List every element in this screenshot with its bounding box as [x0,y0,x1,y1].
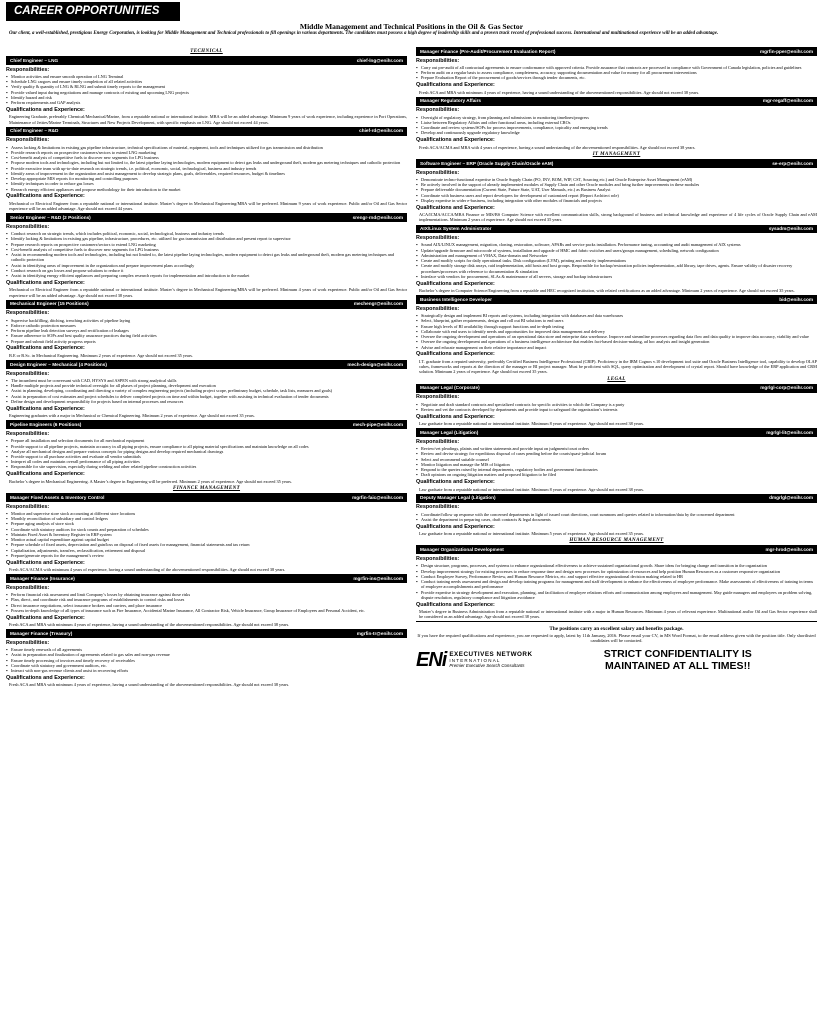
job-title: Mechanical Engineer (15 Positions) [10,301,89,307]
qualifications-text: Fresh ACA and MBA with minimum 4 years of experience, having a sound understanding of the abovementioned responsibilities. Age should not exceed 38 years. [9,622,290,628]
responsibility-item: ▪ Oversight of regulatory strategy, from planning and submissions to monitoring timelines/progress [416,115,817,120]
responsibilities-label: Responsibilities: [416,305,460,312]
responsibilities-label: Responsibilities: [6,503,50,510]
job-email[interactable]: mgrfin-pper@enihr.com [759,48,813,54]
qualifications-label: Qualifications and Experience: [416,137,495,144]
responsibility-item: ▪ Negotiate and draft standard contracts and specialized contracts for specific activities to which the Company is a party [416,402,817,407]
job-title-bar [6,574,407,583]
section-heading: TECHNICAL [190,49,223,54]
responsibility-item: ▪ Review and devise strategy for expeditious disposal of cases pending before the courts/quasi-judicial forum [416,451,817,456]
job-listing [6,360,407,418]
responsibility-item: ▪ Provide research reports on prospective customers/sectors to extend LNG marketing [6,150,407,155]
job-title-bar [416,428,817,437]
responsibility-item: ▪ Propose modern tools and technologies, including but not limited to, the latest pipeline laying technologies, modern equipment to detect gas leaks and underground theft, modern gas metering techniques and cathodic protection [6,160,407,165]
qualifications-text: I.T. graduate from a reputed university, preferably Certified Business Intelligence Professional (CBIP). Proficiency in the IBM Cognos v.10 development tool suite and Oracle Business Intelligence tool, capability to develop OLAP cubes, frameworks and reports at the direction of the manager or BI project manager. Must be proficient with SQL, query optimization and development of crystal report. Should have knowledge of the ERP application and CRM solution. Minimum 2 years of experience. Age should not exceed 35 years. [419,358,817,375]
responsibility-item: ▪ Develop improvement strategy for existing processes to reduce response time and design new processes for optimization of resources and help position Human Resources as a customer responsive organization [416,569,817,574]
qualifications-text: Bachelor’s degree in Computer Science/Engineering from a reputable and HEC recognized institution, with related certifications as an added advantage. Minimum 2 years of experience. Age should not exceed 35 years. [419,288,795,294]
responsibility-item: ▪ Oversee the ongoing development and operations of a business intelligence architecture that enables fact-based decision-making, ad hoc analysis and insight generation [416,339,817,344]
responsibility-item: ▪ Interface with vendors for procurement, SLAs & maintenance of all servers, storage and backup infrastructures [416,274,817,279]
job-listing [416,428,817,492]
responsibility-item: ▪ Direct insurance negotiations, select insurance brokers and carriers, and place insurance [6,603,407,608]
responsibility-item: ▪ Assist the department in preparing cases, draft contracts & legal documents [416,517,817,522]
responsibility-item: ▪ Provide support to all pipeline projects, maintain accuracy in all piping projects, ensure compliance to all piping material specifications and maintain knowledge on all codes [6,444,407,449]
responsibility-item: ▪ Verify quality & quantity of LNG & RLNG and submit timely reports to the management [6,84,407,89]
responsibility-item: ▪ Ensure timely processing of invoices and timely recovery of receivables [6,658,407,663]
eni-logo [416,650,533,670]
responsibilities-label: Responsibilities: [416,438,460,445]
responsibility-item: ▪ Identify hazard and risk [6,95,407,100]
job-title: Business Intelligence Developer [420,296,492,302]
section-heading: IT MANAGEMENT [592,151,641,157]
responsibilities-list [6,74,407,105]
responsibility-item: ▪ Monitor actual capital expenditure against capital budget [6,537,407,542]
responsibility-item: ▪ Schedule LNG cargoes and ensure timely completion of all related activities [6,79,407,84]
job-title: Manager Legal (Litigation) [420,429,479,435]
responsibility-item: ▪ Develop appropriate MIS reports for monitoring and controlling purposes [6,176,407,181]
responsibility-item: ▪ Coordinate with statutory and government auditors, etc. [6,663,407,668]
job-email[interactable]: mgrfin-ins@enihr.com [353,575,403,581]
right-column [416,47,817,690]
responsibilities-label: Responsibilities: [6,430,50,437]
responsibility-item: ▪ Perform requirements and GAP analysis [6,100,407,105]
job-title: Manager Regulatory Affairs [420,98,482,104]
responsibility-item: ▪ Administration and management of VMAX, Data-domain and Networker [416,253,817,258]
job-title: Design Engineer – Mechanical (4 Positions) [10,361,107,367]
career-opportunities-banner: CAREER OPPORTUNITIES [6,2,180,21]
columns [6,47,817,690]
responsibility-item: ▪ Interpret all codes and maintain overall performance of all piping activities [6,459,407,464]
responsibility-item: ▪ Develop and continuously upgrade regulatory knowledge [416,130,817,135]
job-email[interactable]: sysadm@enihr.com [768,226,813,232]
job-title-bar [6,213,407,222]
responsibility-item: ▪ Prepare/generate reports for the management’s review [6,553,407,558]
job-title-bar [6,56,407,65]
job-title-bar [6,127,407,136]
qualifications-text: Fresh ACA and MBA with minimum 4 years of experience, having a sound understanding of the abovementioned responsibilities. Age should not exceed 38 years. [419,89,700,95]
responsibilities-label: Responsibilities: [416,394,460,401]
responsibility-item: ▪ Advise and educate management on their relative importance and impact [416,345,817,350]
job-listing [6,300,407,358]
responsibility-item: ▪ Assist in preparation of cost estimates and project schedules to deliver completed projects on time and within budget, together with assisting in technical evaluation of tender documents [6,394,407,399]
responsibility-item: ▪ Research energy efficient appliances and propose methodology for their introduction to the market [6,187,407,192]
responsibilities-list [6,438,407,469]
responsibility-item: ▪ Prepare Evaluation Report of the procurement of goods/services through tender documents, etc. [416,75,817,80]
job-title-bar [6,300,407,309]
responsibility-item: ▪ Prepare deliverable documentation (Current State, Future State, UAT, User Manuals, etc.) as Business Analyst [416,187,817,192]
responsibilities-list [416,402,817,412]
responsibility-item: ▪ Ensure adherence to SOPs and best quality assurance practices during field activities [6,333,407,338]
responsibility-item: ▪ Assist in planning, developing, coordinating and directing a variety of complex engineering projects (including project scope, preliminary budget, schedule, task lists, measures and goals) [6,388,407,393]
qualifications-text: Fresh ACA and MBA with minimum 4 years of experience, having a sound understanding of the abovementioned responsibilities. Age should not exceed 38 years. [9,682,290,688]
responsibilities-list [6,592,407,613]
responsibility-item: ▪ Collaborate with end users to identify needs and opportunities for improved data management and delivery [416,329,817,334]
responsibility-item: ▪ The incumbent must be conversant with CAD, HYSYS and ASPEN with strong analytical skills [6,378,407,383]
responsibility-item: ▪ Select and recommend suitable counsel [416,457,817,462]
job-title: Chief Engineer – LNG [10,57,59,63]
job-email[interactable]: mgr-hrod@enihr.com [765,547,813,553]
section-heading: LEGAL [607,376,626,382]
eni-logo-mark: ENi [416,649,447,672]
responsibility-item: ▪ Prepare research reports on prospective customers/sectors to extend LNG marketing [6,242,407,247]
responsibility-item: ▪ Conduct Employee Survey, Performance Review, and Human Resource Metrics, etc. and support effective organizational decision making related to HR [416,574,817,579]
responsibility-item: ▪ Perform financial risk assessment and limit Company’s losses by obtaining insurance against those risks [6,592,407,597]
qualifications-label: Qualifications and Experience: [416,204,495,211]
qualifications-label: Qualifications and Experience: [6,405,85,412]
responsibility-item: ▪ Display expertise in wider e-business, including integration with other modules of financials and projects [416,198,817,203]
job-title: Manager Organizational Development [420,547,504,553]
responsibility-item: ▪ Assist in recommending modern tools and technologies, including but not limited to, the latest pipeline laying technologies, modern equipment to detect gas leaks and underground theft, modern gas metering techniques and cathodic protection [6,252,407,262]
qualifications-text: Bachelor’s degree in Mechanical Engineering. A Master’s degree in Engineering will be preferred. Minimum 2 years of experience. Age should not exceed 35 years. [9,478,292,484]
responsibility-item: ▪ Possess in-depth knowledge of all types of insurance such as Fire Insurance, Accidental Marine Insurance, All Contractor Risk, Vehicle Insurance, Group Insurance of Employees and Personal Accident, etc. [6,608,407,613]
qualifications-text: Mechanical or Electrical Engineer from a reputable national or international institute. Master’s degree in Mechanical Engineering/MBA will be preferred. Minimum 9 years of work experience. Public and/or Oil and Gas Sector experience will be an added advantage. Age should not exceed 44 years. [9,200,407,212]
responsibility-item: ▪ Maintain Fixed Asset & Inventory Register in ERP system [6,532,407,537]
ad-headline: Middle Management and Technical Positions in the Oil & Gas Sector [299,22,524,32]
job-listing [6,56,407,125]
job-listing [6,420,407,484]
responsibilities-list [6,145,407,192]
responsibility-item: ▪ Coordinate and review systems/SOPs for process improvements, compliance, topicality and emerging trends [416,125,817,130]
job-title: Manager Finance (Treasury) [10,630,73,636]
job-title: Manager Finance (Pre-Audit/Procurement Evaluation Report) [420,48,556,54]
job-title: Pipeline Engineers (6 Positions) [10,421,82,427]
job-email[interactable]: se-erp@enihr.com [772,160,813,166]
responsibility-item: ▪ Be actively involved in the support of already implemented modules of Supply Chain and other Oracle modules and bring further improvements in these modules [416,182,817,187]
eni-logo-text [449,652,532,668]
responsibilities-label: Responsibilities: [416,235,460,242]
job-title: Manager Finance (Insurance) [10,575,75,581]
benefits-line: The positions carry an excellent salary and benefits package. [549,626,684,633]
qualifications-label: Qualifications and Experience: [6,279,85,286]
job-listing [416,295,817,374]
responsibility-item: ▪ Identify lacking & limitations in existing gas pipeline, infrastructure, procedures, etc. utilized for gas transmission and distribution and present report to supervisor [6,236,407,241]
responsibility-item: ▪ Perform audit on a regular basis to assess compliance, completeness, accuracy, supporting documentation and value for money for all procurement interventions [416,70,817,75]
responsibility-item: ▪ Identify areas of improvement in the organization and assist management to develop strategic plans, goals, deliverables, required resources, budget & timelines [6,171,407,176]
job-email[interactable]: chief-rd@enihr.com [359,128,403,134]
responsibility-item: ▪ Design structure, programs, processes, and systems to enhance organizational effectiveness to achieve sustained organizational growth. Share ideas for bringing change and transition in the organization [416,563,817,568]
job-listing [416,384,817,427]
job-title-bar [416,545,817,554]
responsibilities-list [6,511,407,558]
section-heading: HUMAN RESOURCE MANAGEMENT [569,538,664,544]
qualifications-label: Qualifications and Experience: [6,614,85,621]
job-listing [416,159,817,223]
job-title-bar [416,47,817,56]
job-title-bar [416,159,817,168]
qualifications-text: Mechanical or Electrical Engineer from a reputable national or international institute. Master’s degree in Mechanical Engineering/MBA will be preferred. Minimum 4 years of work experience. Public and/or Oil and Gas Sector experience will be an added advantage. Age should not exceed 38 years. [9,287,407,298]
responsibility-item: ▪ Identify techniques in order to reduce gas losses [6,181,407,186]
qualifications-label: Qualifications and Experience: [416,82,495,89]
job-title: Manager Legal (Corporate) [420,385,480,391]
responsibilities-label: Responsibilities: [6,584,50,591]
responsibilities-list [416,512,817,522]
responsibility-item: ▪ Prepare and submit field activity progress reports [6,339,407,344]
responsibility-item: ▪ Analyze all mechanical designs and prepare various concepts for piping designs and develop required mechanical drawings [6,449,407,454]
qualifications-text: Fresh ACA/ACMA and MBA with 4 years of experience, having a sound understanding of the abovementioned responsibilities. Age should not exceed 38 years. [419,144,696,150]
responsibility-item: ▪ Respond to the queries raised by internal departments, regulatory bodies and government functionaries [416,467,817,472]
responsibilities-label: Responsibilities: [416,555,460,562]
job-title-bar [416,494,817,503]
responsibility-item: ▪ Carry out pre-audit of all contractual agreements to ensure conformance with approved criteria. Provide assurance that contracts are processed in compliance with Government of Canada legislation, policies and guidelines [416,65,817,70]
section-heading: FINANCE MANAGEMENT [172,485,241,491]
responsibilities-label: Responsibilities: [416,169,460,176]
qualifications-label: Qualifications and Experience: [6,471,85,478]
responsibility-item: ▪ Cost-benefit analysis of competitive fuels to discover new segments for LPG business [6,247,407,252]
job-title: Chief Engineer – R&D [10,128,59,134]
qualifications-text: Engineering graduates with a major in Mechanical or Chemical Engineering. Minimum 2 years of experience. Age should not exceed 35 years. [9,413,255,419]
qualifications-text: Fresh ACA/ACMA with minimum 4 years of experience, having a sound understanding of the abovementioned responsibilities. Age should not exceed 38 years. [9,567,286,573]
job-email[interactable]: chief-lng@enihr.com [356,57,403,63]
responsibility-item: ▪ Provide executive team with up-to-date research on strategic trends, i.e. political, economic, social, technological, business and industry trends [6,166,407,171]
responsibility-item: ▪ Sound AIX/LINUX management, migration, cloning, restoration, software, APARs and service packs installation. Performance tuning, accounting and audit management of AIX systems [416,242,817,247]
qualifications-label: Qualifications and Experience: [6,559,85,566]
job-listing [416,225,817,294]
qualifications-text: ACA/ICMA/ACCA/MBA Finance or MIS/BS Computer Science with excellent communication skills, strong background of business and technical knowledge and experience of 4 life cycles of Oracle Supply Chain and eAM implementations. Minimum 2 years of experience. Age should not exceed 35 years. [419,212,817,223]
responsibility-item: ▪ Create and modify scripts for daily operational tasks. Disk configuration (LVM), printing and security implementations [416,258,817,263]
responsibilities-list [6,647,407,673]
job-listing [6,574,407,627]
job-email[interactable]: mech-design@enihr.com [347,361,403,367]
responsibility-item: ▪ Conduct training needs assessment and design and develop training programs for management and staff development to enhance the effectiveness of employee performance. Make assessments of effectiveness of training in terms of employee accomplishments and performance [416,579,817,589]
responsibility-item: ▪ Coordinate with business users and report developers for development of customized report (Report Architect role) [416,193,817,198]
job-email[interactable]: bid@enihr.com [779,296,813,302]
responsibility-item: ▪ Responsible for site supervision, especially during welding and other related pipeline construction activities [6,464,407,469]
qualifications-label: Qualifications and Experience: [416,523,495,530]
qualifications-text: Law graduate from a reputable national or international institute. Minimum 8 years of experience. Age should not exceed 38 years. [419,420,645,426]
qualifications-text: B.E or B.Sc. in Mechanical Engineering. Minimum 2 years of experience. Age should not exceed 35 years. [9,352,193,358]
job-title-bar [6,493,407,502]
confidentiality-line-2: MAINTAINED AT ALL TIMES!! [604,660,751,673]
responsibility-item: ▪ Ensure high levels of BI availability through support functions and in-depth testing [416,324,817,329]
responsibilities-label: Responsibilities: [6,223,50,230]
ad-intro: Our client, a well-established, prestigious Energy Corporation, is looking for Middle Management and Technical professionals to fill openings in various departments. The candidates must possess a high degree of leadership skills and a proven track record of professional success. International and multinational experience will be an added advantage. [9,31,719,37]
responsibilities-label: Responsibilities: [6,66,50,73]
responsibilities-list [416,313,817,350]
responsibility-item: ▪ Perform pipeline leak detection surveys and rectification of leakages [6,328,407,333]
job-title-bar [416,97,817,106]
responsibilities-label: Responsibilities: [416,57,460,64]
responsibilities-label: Responsibilities: [6,370,50,377]
job-email[interactable]: mgrfin-tr@enihr.com [356,630,403,636]
job-listing [416,494,817,537]
brand-row [416,648,817,673]
qualifications-label: Qualifications and Experience: [416,413,495,420]
job-title-bar [416,225,817,234]
job-listing [6,493,407,572]
logo-line-3: Premier Executive Search Consultants [449,662,525,668]
responsibility-item: ▪ Conduct research on strategic trends, which includes political, economic, social, technological, business and industry trends [6,231,407,236]
responsibilities-list [416,242,817,279]
job-listing [6,127,407,211]
responsibility-item: ▪ Liaise between Regulatory Affairs and other functional areas, including external CROs [416,120,817,125]
job-title: AIX/Linux System Administrator [420,226,492,232]
logo-line-1: EXECUTIVES NETWORK [449,651,533,659]
job-title-bar [416,295,817,304]
qualifications-label: Qualifications and Experience: [6,345,85,352]
responsibilities-list [416,563,817,600]
responsibility-item: ▪ Define design and development responsibility for projects based on internal processes and resources [6,399,407,404]
responsibilities-list [6,231,407,278]
qualifications-label: Qualifications and Experience: [6,674,85,681]
responsibility-item: ▪ Assist in preparation and finalization of agreements related to gas sales and non-gas revenue [6,652,407,657]
responsibilities-list [6,378,407,404]
qualifications-text: Master’s degree in Business Administration from a reputable national or international institute with a major in Human Resources. Minimum 4 years of relevant experience. Multinational and/or Oil and Gas Sector experience shall be considered as an added advantage. Age should not exceed 38 years. [419,608,817,620]
responsibility-item: ▪ Prepare schedule of fixed assets, depreciation and gain/loss on disposal of fixed assets for management, financial statements and tax return [6,542,407,547]
application-footer [416,621,817,673]
responsibility-item: ▪ Prepare all installation and selection documents for all mechanical equipment [6,438,407,443]
job-title-bar [6,629,407,638]
job-listing [6,213,407,297]
responsibilities-label: Responsibilities: [416,107,460,114]
responsibilities-label: Responsibilities: [6,310,50,317]
responsibilities-list [416,177,817,203]
job-title: Senior Engineer – R&D (2 Positions) [10,214,91,220]
confidentiality-line-1: STRICT CONFIDENTIALITY IS [603,647,752,660]
responsibility-item: ▪ Monthly reconciliation of subsidiary and control ledgers [6,516,407,521]
responsibility-item: ▪ Demonstrate techno-functional expertise in Oracle Supply Chain (PO, INV, BOM, WIP, CST, Sourcing etc.) and Oracle Enterprise Asset Management (eAM) [416,177,817,182]
qualifications-text: Law graduate from a reputable national or international institute. Minimum 8 years of experience. Age should not exceed 38 years. [419,486,645,492]
responsibility-item: ▪ Provide support to all purchase activities and evaluate all vendor submittals [6,454,407,459]
apply-instructions: If you have the required qualifications and experience, you are requested to apply, latest by 11th January, 2016. Please email your CV, in MS Word Format, to the email address given with the position title. Only shortlisted candidates will be contacted. [417,632,816,644]
responsibilities-label: Responsibilities: [6,639,50,646]
job-listing [416,47,817,95]
job-title-bar [416,384,817,393]
responsibility-item: ▪ Assist in identifying areas of improvement in the organization and prepare improvement plans accordingly [6,263,407,268]
responsibilities-list [416,115,817,136]
qualifications-label: Qualifications and Experience: [416,479,495,486]
job-listing [416,545,817,619]
qualifications-text: Law graduate from a reputable national or international institute. Minimum 5 years of experience. Age should not exceed 35 years. [419,531,645,537]
job-title-bar [6,420,407,429]
responsibility-item: ▪ Coordinate/follow up response with the concerned departments in light of issued court directions, court summons and queries related to information/data by the concerned department [416,512,817,517]
qualifications-label: Qualifications and Experience: [416,601,495,608]
responsibility-item: ▪ Coordinate with statutory auditors for stock counts and preparation of schedules [6,527,407,532]
responsibility-item: ▪ Assist in identifying energy efficient appliances and preparing complex research reports for implementation and introduction to the market [6,273,407,278]
responsibility-item: ▪ Capitalization, adjustments, transfers, reclassification, retirement and disposal [6,548,407,553]
job-email[interactable]: mechengr@enihr.com [353,301,403,307]
responsibility-item: ▪ Oversee the ongoing development and operations of an operational data store and enterprise data warehouse. Improve and streamline processes regarding data flow and data quality to improve data accuracy, viability and value [416,334,817,339]
job-email[interactable]: mgrlgl-lit@enihr.com [766,429,813,435]
job-email[interactable]: mgrlgl-corp@enihr.com [760,385,813,391]
left-column [6,47,407,690]
responsibility-item: ▪ Prepare aging analysis of store stock [6,521,407,526]
job-email[interactable]: mech-pipe@enihr.com [352,421,403,427]
job-email[interactable]: dmgrlgl@enihr.com [769,495,813,501]
job-title: Software Engineer – ERP (Oracle Supply Chain/Oracle eAM) [420,160,554,166]
responsibilities-label: Responsibilities: [6,137,50,144]
responsibilities-list [6,318,407,344]
logo-line-2: INTERNATIONAL [449,657,501,663]
job-title-bar [6,360,407,369]
qualifications-text: Engineering Graduate, preferably Chemical/Mechanical/Marine, from a reputable national or international institute. MBA will be an added advantage. Minimum 9 years of work experience, including experience in Port Operations, Maintenance of Jetties/Marine Terminals, Structures and New Projects Development, with specific emphasis on LNG. Age should not exceed 44 years. [9,114,407,125]
responsibility-item: ▪ Provide expertise in strategy development and execution, planning, and facilitation of employee relations efforts and communication among employees and management. May guide managers and employees on problem solving, dispute resolution, regulatory compliance and litigation avoidance [416,590,817,600]
job-listing [416,97,817,150]
responsibility-item: ▪ Monitor activities and ensure smooth operation of LNG Terminal [6,74,407,79]
responsibilities-list [416,65,817,81]
confidentiality-notice [539,648,817,673]
responsibility-item: ▪ Interact with non-gas revenue clients and assist in recovering efforts [6,668,407,673]
qualifications-label: Qualifications and Experience: [416,280,495,287]
responsibility-item: ▪ Handle multiple projects and provide technical oversight for all phases of project planning, development and execution [6,383,407,388]
responsibility-item: ▪ Strategically design and implement BI reports and systems, including integration with databases and data warehouses [416,313,817,318]
responsibility-item: ▪ Supervise backfilling, ditching, trenching activities of pipeline laying [6,318,407,323]
responsibility-item: ▪ Draft opinions on ongoing litigation matters and proposed litigation to be filed [416,472,817,477]
application-note [416,626,817,643]
responsibility-item: ▪ Monitor and supervise store stock accounting at different store locations [6,511,407,516]
responsibilities-list [416,446,817,477]
responsibility-item: ▪ Select, blueprint, gather requirements, design and roll out BI solutions to end users [416,318,817,323]
responsibility-item: ▪ Plan, direct, and coordinate risk and insurance programs of establishments to control risks and losses [6,597,407,602]
job-email[interactable]: mgrfin-faic@enihr.com [352,494,403,500]
responsibility-item: ▪ Review/vet pleadings, plaints and written statements and provide input on judgments/court orders [416,446,817,451]
job-email[interactable]: srengr-rnd@enihr.com [352,214,403,220]
responsibility-item: ▪ Update/upgrade firmware and microcode of systems, installation and upgrade of HMC and fabric switches and users/groups management, scheduling, network configuration [416,248,817,253]
job-title: Deputy Manager Legal (Litigation) [420,495,496,501]
responsibility-item: ▪ Create and modify storage disk arrays, raid implementation, add hosts and host groups. Responsible for backup/restoration policies implementation, add library, tape drives, agents. Ensure validity of disaster recovery procedures/processes with reference to documentation & simulation [416,263,817,273]
qualifications-label: Qualifications and Experience: [416,351,495,358]
qualifications-label: Qualifications and Experience: [6,193,85,200]
qualifications-label: Qualifications and Experience: [6,107,85,113]
responsibility-item: ▪ Enforce cathodic protection measures [6,323,407,328]
responsibility-item: ▪ Assess lacking & limitations in existing gas pipeline infrastructure, technical specifications of material, equipment, tools and techniques utilized for gas transmission and distribution [6,145,407,150]
responsibility-item: ▪ Provide valued input during negotiations and manage contracts of existing and upcoming LNG projects [6,90,407,95]
job-listing [6,629,407,687]
job-email[interactable]: mgr-regaff@enihr.com [762,98,813,104]
job-title: Manager Fixed Assets & Inventory Control [10,494,105,500]
responsibility-item: ▪ Review and vet the contracts developed by departments and provide input to safeguard the organization’s interests [416,407,817,412]
responsibility-item: ▪ Ensure timely renewals of all agreements [6,647,407,652]
responsibilities-label: Responsibilities: [416,504,460,511]
responsibility-item: ▪ Conduct research on gas losses and propose solutions to reduce it [6,268,407,273]
responsibility-item: ▪ Cost-benefit analysis of competitive fuels to discover new segments for LPG business [6,155,407,160]
responsibility-item: ▪ Monitor litigation and manage the MIS of litigation [416,462,817,467]
right-column-jobs [416,47,817,619]
